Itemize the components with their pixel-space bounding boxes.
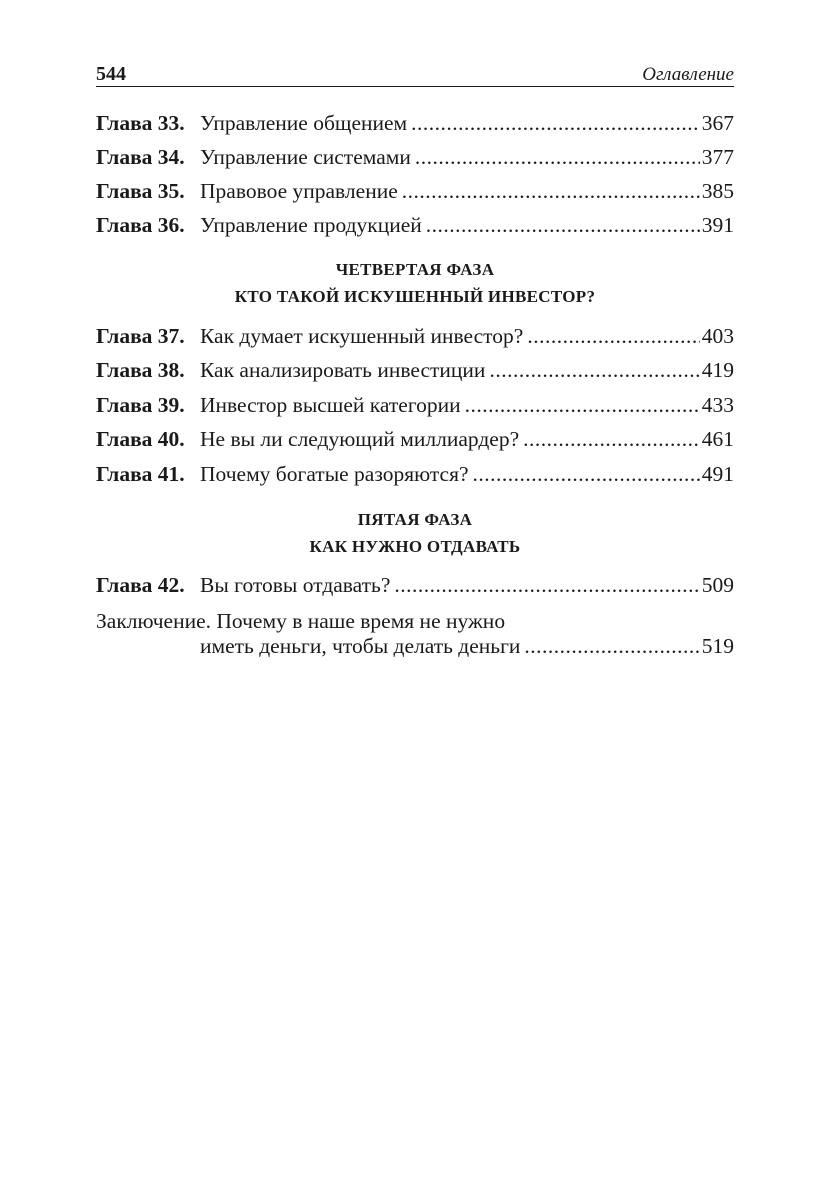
- chapter-label: Глава 37.: [96, 324, 185, 348]
- part-heading-phase-4-line1: ЧЕТВЕРТАЯ ФАЗА: [335, 260, 495, 279]
- toc-entry-chapter-39[interactable]: [96, 390, 734, 420]
- chapter-page: 491: [701, 462, 734, 486]
- dot-leader: [411, 108, 700, 138]
- chapter-label: Глава 33.: [96, 111, 185, 135]
- chapter-page: 385: [701, 179, 734, 203]
- chapter-label: Глава 34.: [96, 145, 185, 169]
- dot-leader: [473, 459, 700, 489]
- chapter-label: Глава 39.: [96, 393, 185, 417]
- page-number: 544: [96, 63, 126, 85]
- chapter-page: 419: [701, 358, 734, 382]
- toc-entry-chapter-40[interactable]: [96, 424, 734, 454]
- part-heading-phase-4-line2: КТО ТАКОЙ ИСКУШЕННЫЙ ИНВЕСТОР?: [234, 287, 596, 306]
- chapter-title: Управление системами: [200, 145, 411, 169]
- running-title: Оглавление: [642, 64, 734, 85]
- dot-leader: [524, 631, 699, 661]
- chapter-page: 391: [701, 213, 734, 237]
- toc-entry-chapter-33[interactable]: [96, 108, 734, 138]
- dot-leader: [527, 321, 699, 351]
- chapter-page: 403: [701, 324, 734, 348]
- dot-leader: [402, 176, 700, 206]
- chapter-title: Не вы ли следующий миллиардер?: [200, 427, 520, 451]
- part-heading-phase-5-line2: КАК НУЖНО ОТДАВАТЬ: [309, 537, 521, 556]
- page-header: [96, 62, 734, 87]
- chapter-title: Как анализировать инвестиции: [200, 358, 486, 382]
- chapter-title: Почему богатые разоряются?: [200, 462, 469, 486]
- chapter-title: Инвестор высшей категории: [200, 393, 461, 417]
- dot-leader: [415, 142, 700, 172]
- chapter-label: Глава 38.: [96, 358, 185, 382]
- dot-leader: [465, 390, 700, 420]
- chapter-label: Глава 35.: [96, 179, 185, 203]
- toc-entry-chapter-35[interactable]: [96, 176, 734, 206]
- dot-leader: [394, 570, 699, 600]
- toc-entry-chapter-36[interactable]: [96, 210, 734, 240]
- chapter-page: 509: [701, 573, 734, 597]
- toc-entry-conclusion-line2[interactable]: [200, 631, 734, 661]
- chapter-page: 461: [701, 427, 734, 451]
- conclusion-title-cont: иметь деньги, чтобы делать деньги: [200, 634, 521, 658]
- conclusion-page: 519: [701, 634, 734, 658]
- chapter-page: 377: [701, 145, 734, 169]
- dot-leader: [489, 355, 699, 385]
- dot-leader: [523, 424, 700, 454]
- dot-leader: [426, 210, 700, 240]
- toc-entry-conclusion-line1[interactable]: Заключение. Почему в наше время не нужно: [96, 609, 506, 633]
- toc-entry-chapter-38[interactable]: [96, 355, 734, 385]
- chapter-title: Вы готовы отдавать?: [200, 573, 391, 597]
- chapter-page: 367: [701, 111, 734, 135]
- chapter-label: Глава 41.: [96, 462, 185, 486]
- chapter-title: Как думает искушенный инвестор?: [200, 324, 524, 348]
- toc-entry-chapter-34[interactable]: [96, 142, 734, 172]
- part-heading-phase-5-line1: ПЯТАЯ ФАЗА: [357, 510, 473, 529]
- chapter-label: Глава 40.: [96, 427, 185, 451]
- chapter-label: Глава 42.: [96, 573, 185, 597]
- chapter-page: 433: [701, 393, 734, 417]
- chapter-title: Управление продукцией: [200, 213, 422, 237]
- toc-entry-chapter-41[interactable]: [96, 459, 734, 489]
- chapter-title: Правовое управление: [200, 179, 398, 203]
- toc-entry-chapter-37[interactable]: [96, 321, 734, 351]
- toc-entry-chapter-42[interactable]: [96, 570, 734, 600]
- chapter-title: Управление общением: [200, 111, 408, 135]
- chapter-label: Глава 36.: [96, 213, 185, 237]
